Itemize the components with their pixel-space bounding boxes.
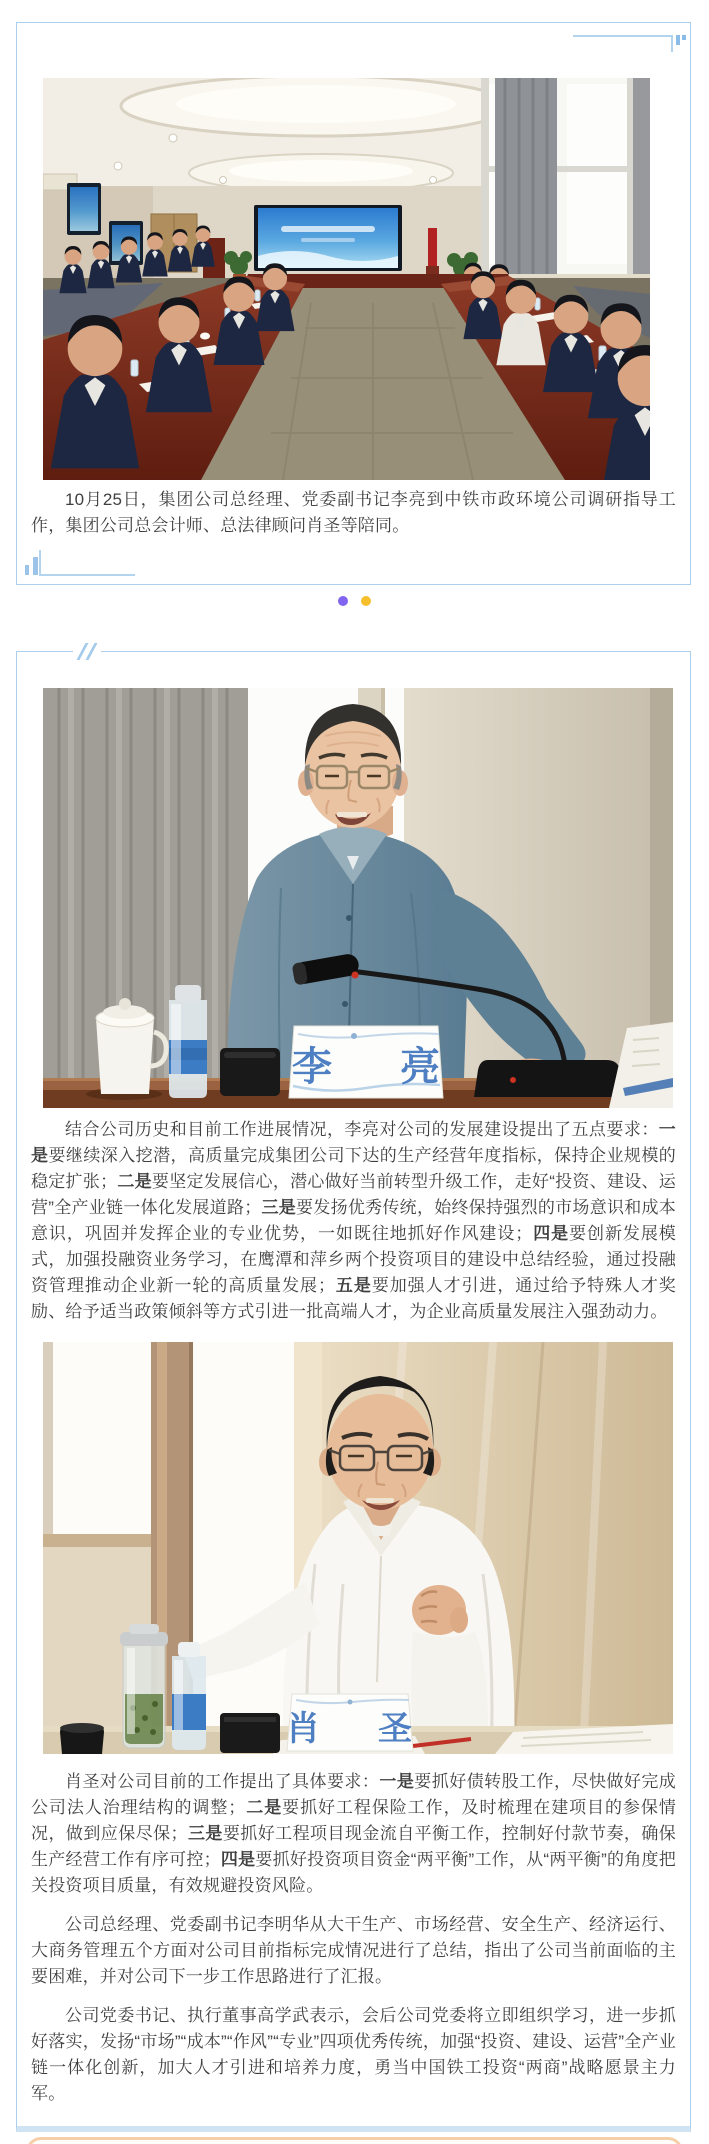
corner-decoration-line: [41, 574, 135, 576]
corner-decoration-line: [39, 550, 41, 576]
carousel-dot-yellow[interactable]: [361, 596, 371, 606]
li-liang-photo: [43, 688, 673, 1108]
nameplate-li-liang: 李 亮: [292, 1045, 454, 1089]
corner-decoration-bar: [25, 565, 29, 575]
photo-caption: 10月25日，集团公司总经理、党委副书记李亮到中铁市政环境公司调研指导工作，集团公司总会计师、总法律顾问肖圣等陪同。: [31, 490, 676, 535]
corner-decoration-line: [573, 35, 673, 37]
paragraph-1: 结合公司历史和目前工作进展情况，李亮对公司的发展建设提出了五点要求：一是要继续深入挖潜，高质量完成集团公司下达的生产经营年度指标，保持企业规模的稳定扩张；二是要坚定发展信心，潜心做好当前转型升级工作，走好“投资、建设、运营”全产业链一体化发展道路；三是要发扬优秀传统，始终保持强烈的市场意识和成本意识，巩固并发挥企业的专业优势，一如既往地抓好作风建设；四是要创新发展模式，加强投融资业务学习，在鹰潭和萍乡两个投资项目的建设中总结经验，通过投融资管理推动企业新一轮的高质量发展；五是要加强人才引进，通过给予特殊人才奖励、给予适当政策倾斜等方式引进一批高端人才，为企业高质量发展注入强劲动力。: [31, 1120, 677, 1321]
nameplate-xiao-sheng: 肖 圣: [286, 1710, 424, 1748]
corner-decoration-bar: [676, 35, 680, 45]
paragraph-2: 肖圣对公司目前的工作提出了具体要求：一是要抓好债转股工作，尽快做好完成公司法人治理结构的调整；二是要抓好工程保险工作，及时梳理在建项目的参保情况，做到应保尽保；三是要抓好工程项目现金流自平衡工作，控制好付款节奏，确保生产经营工作有序可控；四是要抓好投资项目资金“两平衡”工作，从“两平衡”的角度把关投资项目质量，有效规避投资风险。: [31, 1772, 677, 1895]
conference-room-photo: [43, 78, 650, 480]
card-meeting: [16, 22, 691, 585]
card-article-body: [16, 651, 691, 2132]
corner-decoration-dot: [682, 35, 686, 40]
xiao-sheng-photo: [43, 1342, 673, 1754]
carousel-dots: [0, 596, 709, 606]
paragraph-3: 公司总经理、党委副书记李明华从大干生产、市场经营、安全生产、经济运行、大商务管理五个方面对公司目前指标完成情况进行了总结，指出了公司当前面临的主要困难，并对公司下一步工作思路进行了汇报。: [31, 1915, 676, 1986]
double-slash-decoration: [73, 643, 101, 660]
paragraph-4: 公司党委书记、执行董事高学武表示，会后公司党委将立即组织学习，进一步抓好落实，发扬“市场”“成本”“作风”“专业”四项优秀传统，加强“投资、建设、运营”全产业链一体化创新，加大人才引进和培养力度，勇当中国铁工投资“两商”战略愿景主力军。: [31, 2006, 676, 2103]
carousel-dot-purple[interactable]: [338, 596, 348, 606]
next-card-peek: [26, 2137, 683, 2144]
corner-decoration-bar: [33, 557, 38, 575]
corner-decoration-line: [671, 35, 673, 52]
